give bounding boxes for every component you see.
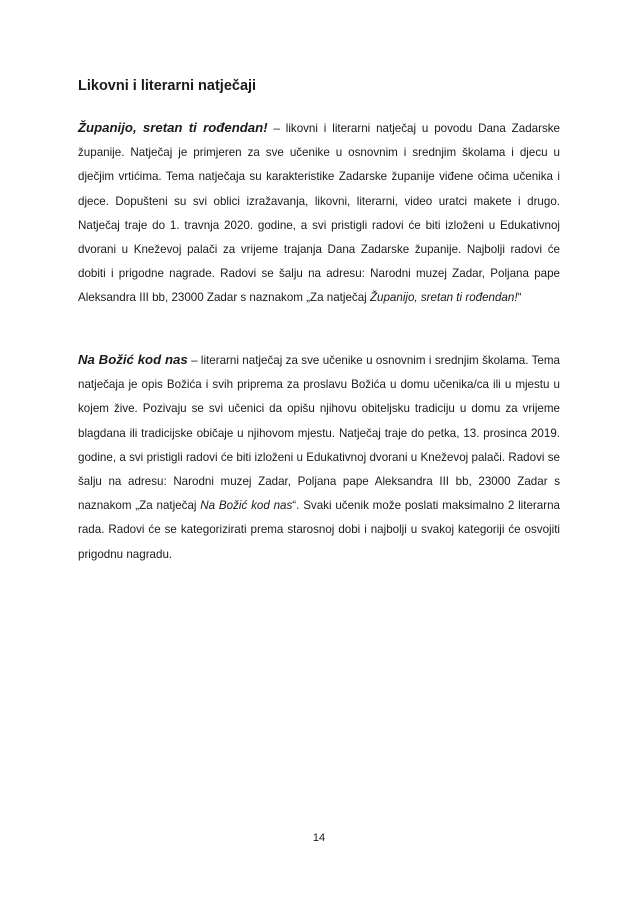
document-page xyxy=(78,0,560,900)
contest-text-bozic-emphasis: Na Božić kod nas xyxy=(200,499,293,513)
contest-paragraph-bozic xyxy=(78,348,560,567)
contest-name-bozic: Na Božić kod nas xyxy=(78,352,188,367)
contest-text-zupanija-part1: – likovni i literarni natječaj u povodu Dana Zadarske županije. Natječaj je primjeren za sve učenike u osnovnim i srednjim školama i djecu u dječjim vrtićima. Tema natječaja su karakteristike Zadarske županije viđene očima učenika i djece. Dopušteni su svi oblici izražavanja, likovni, literarni, video uratci makete i drugo. Natječaj traje do 1. travnja 2020. godine, a svi pristigli radovi će biti izloženi u Edukativnoj dvorani u Kneževoj palači za vrijeme trajanja Dana Zadarske županije. Najbolji radovi će dobiti i prigodne nagrade. Radovi se šalju na adresu: Narodni muzej Zadar, Poljana pape Aleksandra III bb, 23000 Zadar s naznakom „Za natječaj xyxy=(78,122,560,305)
contest-text-bozic-part2: “. Svaki učenik može poslati maksimalno 2 literarna rada. Radovi će se kategorizirati prema starosnoj dobi i najbolji u svakoj kategoriji će osvojiti prigodnu nagradu. xyxy=(78,499,560,561)
page-number: 14 xyxy=(312,832,326,844)
page-title: Likovni i literarni natječaji xyxy=(78,78,257,94)
contest-text-bozic-part1: – literarni natječaj za sve učenike u osnovnim i srednjim školama. Tema natječaja je opis Božića i svih priprema za proslavu Božića u domu učenika/ca ili u mjestu u kojem žive. Pozivaju se svi učenici da opišu njihovu obiteljsku tradiciju u domu za vrijeme blagdana ili tradicijske običaje u njihovom mjestu. Natječaj traje do petka, 13. prosinca 2019. godine, a svi pristigli radovi će biti izloženi u Edukativnoj dvorani u Kneževoj palači. Radovi se šalju na adresu: Narodni muzej Zadar, Poljana pape Aleksandra III bb, 23000 Zadar s naznakom „Za natječaj xyxy=(78,354,560,513)
contest-text-zupanija-emphasis: Županijo, sretan ti rođendan! xyxy=(369,291,518,305)
contest-paragraph-zupanija xyxy=(78,116,560,311)
contest-text-zupanija-part2: “ xyxy=(517,291,522,305)
contest-name-zupanija: Županijo, sretan ti rođendan! xyxy=(78,120,268,135)
